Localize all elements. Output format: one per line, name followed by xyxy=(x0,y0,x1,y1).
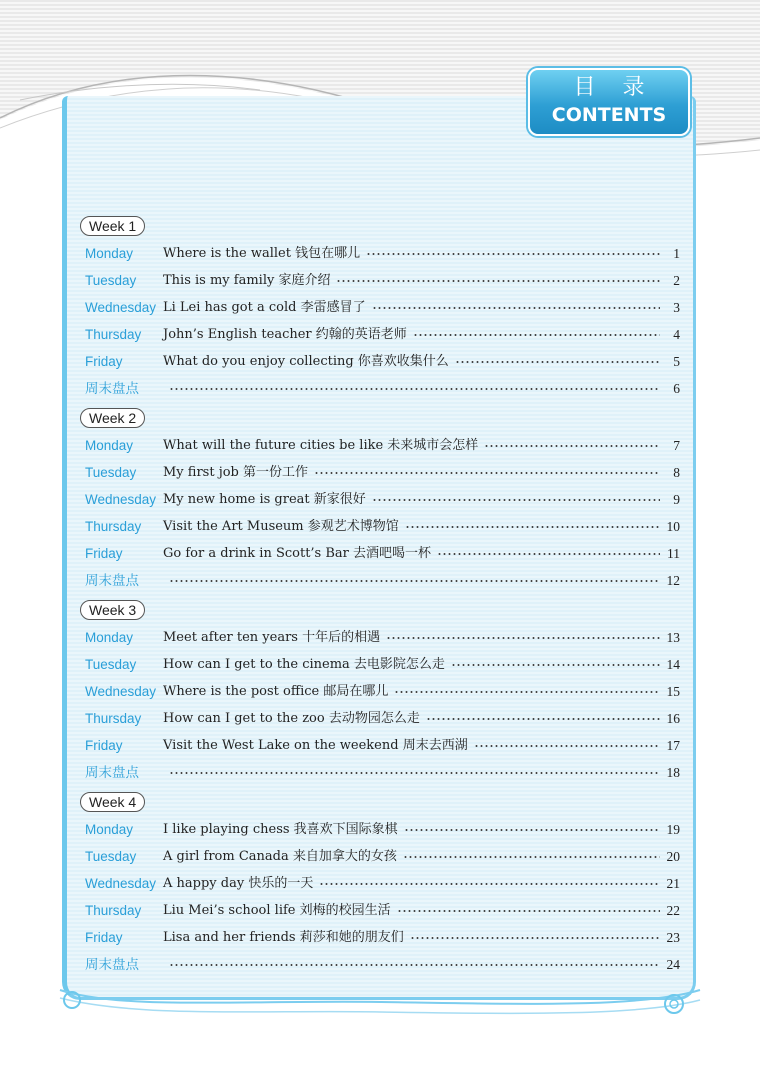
dot-leader xyxy=(394,691,660,693)
day-label: Wednesday xyxy=(85,876,157,891)
entry-title: How can I get to the zoo 去动物园怎么走 xyxy=(163,711,420,726)
entry xyxy=(163,681,680,703)
entry-title: Visit the Art Museum 参观艺术博物馆 xyxy=(163,519,399,534)
entry xyxy=(163,543,680,565)
toc-row[interactable] xyxy=(85,435,680,457)
dot-leader xyxy=(319,883,660,885)
entry-title: John’s English teacher 约翰的英语老师 xyxy=(163,327,407,342)
entry xyxy=(163,570,680,592)
page-number: 17 xyxy=(666,738,680,753)
page-number: 14 xyxy=(666,657,680,672)
day-label: Tuesday xyxy=(85,657,137,672)
day-label: 周末盘点 xyxy=(85,957,139,973)
entry xyxy=(163,324,680,346)
toc-row[interactable] xyxy=(85,627,680,649)
day-label: 周末盘点 xyxy=(85,381,139,397)
toc-row[interactable] xyxy=(85,516,680,538)
entry xyxy=(163,516,680,538)
week-label: Week 2 xyxy=(80,408,145,428)
entry-title: Visit the West Lake on the weekend 周末去西湖 xyxy=(163,738,468,753)
page-number: 16 xyxy=(666,711,680,726)
toc-row[interactable] xyxy=(85,543,680,565)
entry xyxy=(163,378,680,400)
page-number: 22 xyxy=(666,903,680,918)
entry xyxy=(163,954,680,976)
day-label: Wednesday xyxy=(85,492,157,507)
entry xyxy=(163,819,680,841)
day-label: Thursday xyxy=(85,327,142,342)
page-number: 20 xyxy=(666,849,680,864)
entry xyxy=(163,462,680,484)
week-label: Week 3 xyxy=(80,600,145,620)
toc-row[interactable] xyxy=(85,846,680,868)
page-number: 19 xyxy=(666,822,680,837)
entry-title: A happy day 快乐的一天 xyxy=(163,876,314,891)
dot-leader xyxy=(410,937,660,939)
toc-row[interactable] xyxy=(85,735,680,757)
entry xyxy=(163,735,680,757)
dot-leader xyxy=(437,553,660,555)
page-number: 11 xyxy=(667,546,680,561)
toc-row[interactable] xyxy=(85,351,680,373)
contents-title-box xyxy=(528,68,690,136)
dot-leader xyxy=(426,718,660,720)
entry-title: A girl from Canada 来自加拿大的女孩 xyxy=(163,849,397,864)
entry xyxy=(163,900,680,922)
page-number: 10 xyxy=(666,519,680,534)
toc-row[interactable] xyxy=(85,708,680,730)
entry xyxy=(163,489,680,511)
toc-row[interactable] xyxy=(85,462,680,484)
day-label: Wednesday xyxy=(85,300,157,315)
toc-row[interactable] xyxy=(85,324,680,346)
entry-title: This is my family 家庭介绍 xyxy=(163,273,331,288)
dot-leader xyxy=(455,361,660,363)
day-label: Monday xyxy=(85,246,134,261)
entry xyxy=(163,846,680,868)
toc-row[interactable] xyxy=(85,762,680,784)
dot-leader xyxy=(484,445,660,447)
dot-leader xyxy=(366,253,660,255)
day-label: Monday xyxy=(85,630,134,645)
page-number: 13 xyxy=(666,630,680,645)
page-number: 7 xyxy=(673,438,680,453)
toc-row[interactable] xyxy=(85,819,680,841)
toc-row[interactable] xyxy=(85,270,680,292)
page-number: 12 xyxy=(666,573,680,588)
entry xyxy=(163,243,680,265)
entry-title: Li Lei has got a cold 李雷感冒了 xyxy=(163,300,366,315)
toc-row[interactable] xyxy=(85,927,680,949)
entry xyxy=(163,270,680,292)
toc-row[interactable] xyxy=(85,243,680,265)
entry-title: I like playing chess 我喜欢下国际象棋 xyxy=(163,822,398,837)
day-label: 周末盘点 xyxy=(85,573,139,589)
dot-leader xyxy=(397,910,660,912)
entry-title: Liu Mei’s school life 刘梅的校园生活 xyxy=(163,903,391,918)
dot-leader xyxy=(169,964,660,966)
entry-title: My first job 第一份工作 xyxy=(163,465,309,480)
entry-title: Go for a drink in Scott’s Bar 去酒吧喝一杯 xyxy=(163,546,431,561)
day-label: Wednesday xyxy=(85,684,157,699)
entry-title: Meet after ten years 十年后的相遇 xyxy=(163,630,381,645)
entry-title: My new home is great 新家很好 xyxy=(163,492,366,507)
day-label: Thursday xyxy=(85,519,142,534)
dot-leader xyxy=(474,745,660,747)
dot-leader xyxy=(404,829,660,831)
page-number: 15 xyxy=(666,684,680,699)
toc-row[interactable] xyxy=(85,954,680,976)
dot-leader xyxy=(451,664,660,666)
toc-row[interactable] xyxy=(85,570,680,592)
dot-leader xyxy=(372,307,660,309)
entry xyxy=(163,708,680,730)
day-label: Friday xyxy=(85,738,123,753)
toc-row[interactable] xyxy=(85,681,680,703)
entry-title: Lisa and her friends 莉莎和她的朋友们 xyxy=(163,930,404,945)
day-label: Tuesday xyxy=(85,465,137,480)
entry-title: Where is the wallet 钱包在哪儿 xyxy=(163,246,361,261)
entry xyxy=(163,297,680,319)
page-number: 8 xyxy=(673,465,680,480)
page-number: 24 xyxy=(666,957,680,972)
day-label: Thursday xyxy=(85,903,142,918)
toc-row[interactable] xyxy=(85,297,680,319)
page-number: 23 xyxy=(666,930,680,945)
page-number: 6 xyxy=(673,381,680,396)
entry-title: Where is the post office 邮局在哪儿 xyxy=(163,684,389,699)
entry-title: What do you enjoy collecting 你喜欢收集什么 xyxy=(163,354,449,369)
day-label: 周末盘点 xyxy=(85,765,139,781)
toc-row[interactable] xyxy=(85,900,680,922)
page-number: 4 xyxy=(673,327,680,342)
dot-leader xyxy=(413,334,660,336)
entry-title: How can I get to the cinema 去电影院怎么走 xyxy=(163,657,445,672)
dot-leader xyxy=(336,280,660,282)
day-label: Tuesday xyxy=(85,273,137,288)
week-label: Week 4 xyxy=(80,792,145,812)
toc-row[interactable] xyxy=(85,654,680,676)
dot-leader xyxy=(386,637,660,639)
toc-row[interactable] xyxy=(85,489,680,511)
dot-leader xyxy=(403,856,660,858)
page-number: 18 xyxy=(666,765,680,780)
day-label: Thursday xyxy=(85,711,142,726)
entry xyxy=(163,927,680,949)
entry xyxy=(163,435,680,457)
contents-title-cn: 目 录 xyxy=(573,75,655,100)
dot-leader xyxy=(405,526,660,528)
dot-leader xyxy=(169,580,660,582)
entry xyxy=(163,627,680,649)
toc-row[interactable] xyxy=(85,873,680,895)
page-number: 9 xyxy=(673,492,680,507)
contents-title-en: CONTENTS xyxy=(551,104,667,126)
entry xyxy=(163,654,680,676)
day-label: Friday xyxy=(85,354,123,369)
dot-leader xyxy=(169,772,660,774)
day-label: Monday xyxy=(85,822,134,837)
day-label: Tuesday xyxy=(85,849,137,864)
toc-row[interactable] xyxy=(85,378,680,400)
entry-title: What will the future cities be like 未来城市会怎样 xyxy=(163,438,479,453)
page-number: 3 xyxy=(673,300,680,315)
page-number: 5 xyxy=(673,354,680,369)
day-label: Monday xyxy=(85,438,134,453)
day-label: Friday xyxy=(85,930,123,945)
week-label: Week 1 xyxy=(80,216,145,236)
dot-leader xyxy=(314,472,660,474)
page-number: 1 xyxy=(673,246,680,261)
entry xyxy=(163,762,680,784)
page-number: 2 xyxy=(673,273,680,288)
dot-leader xyxy=(372,499,660,501)
entry xyxy=(163,873,680,895)
entry xyxy=(163,351,680,373)
page-number: 21 xyxy=(666,876,680,891)
day-label: Friday xyxy=(85,546,123,561)
dot-leader xyxy=(169,388,660,390)
